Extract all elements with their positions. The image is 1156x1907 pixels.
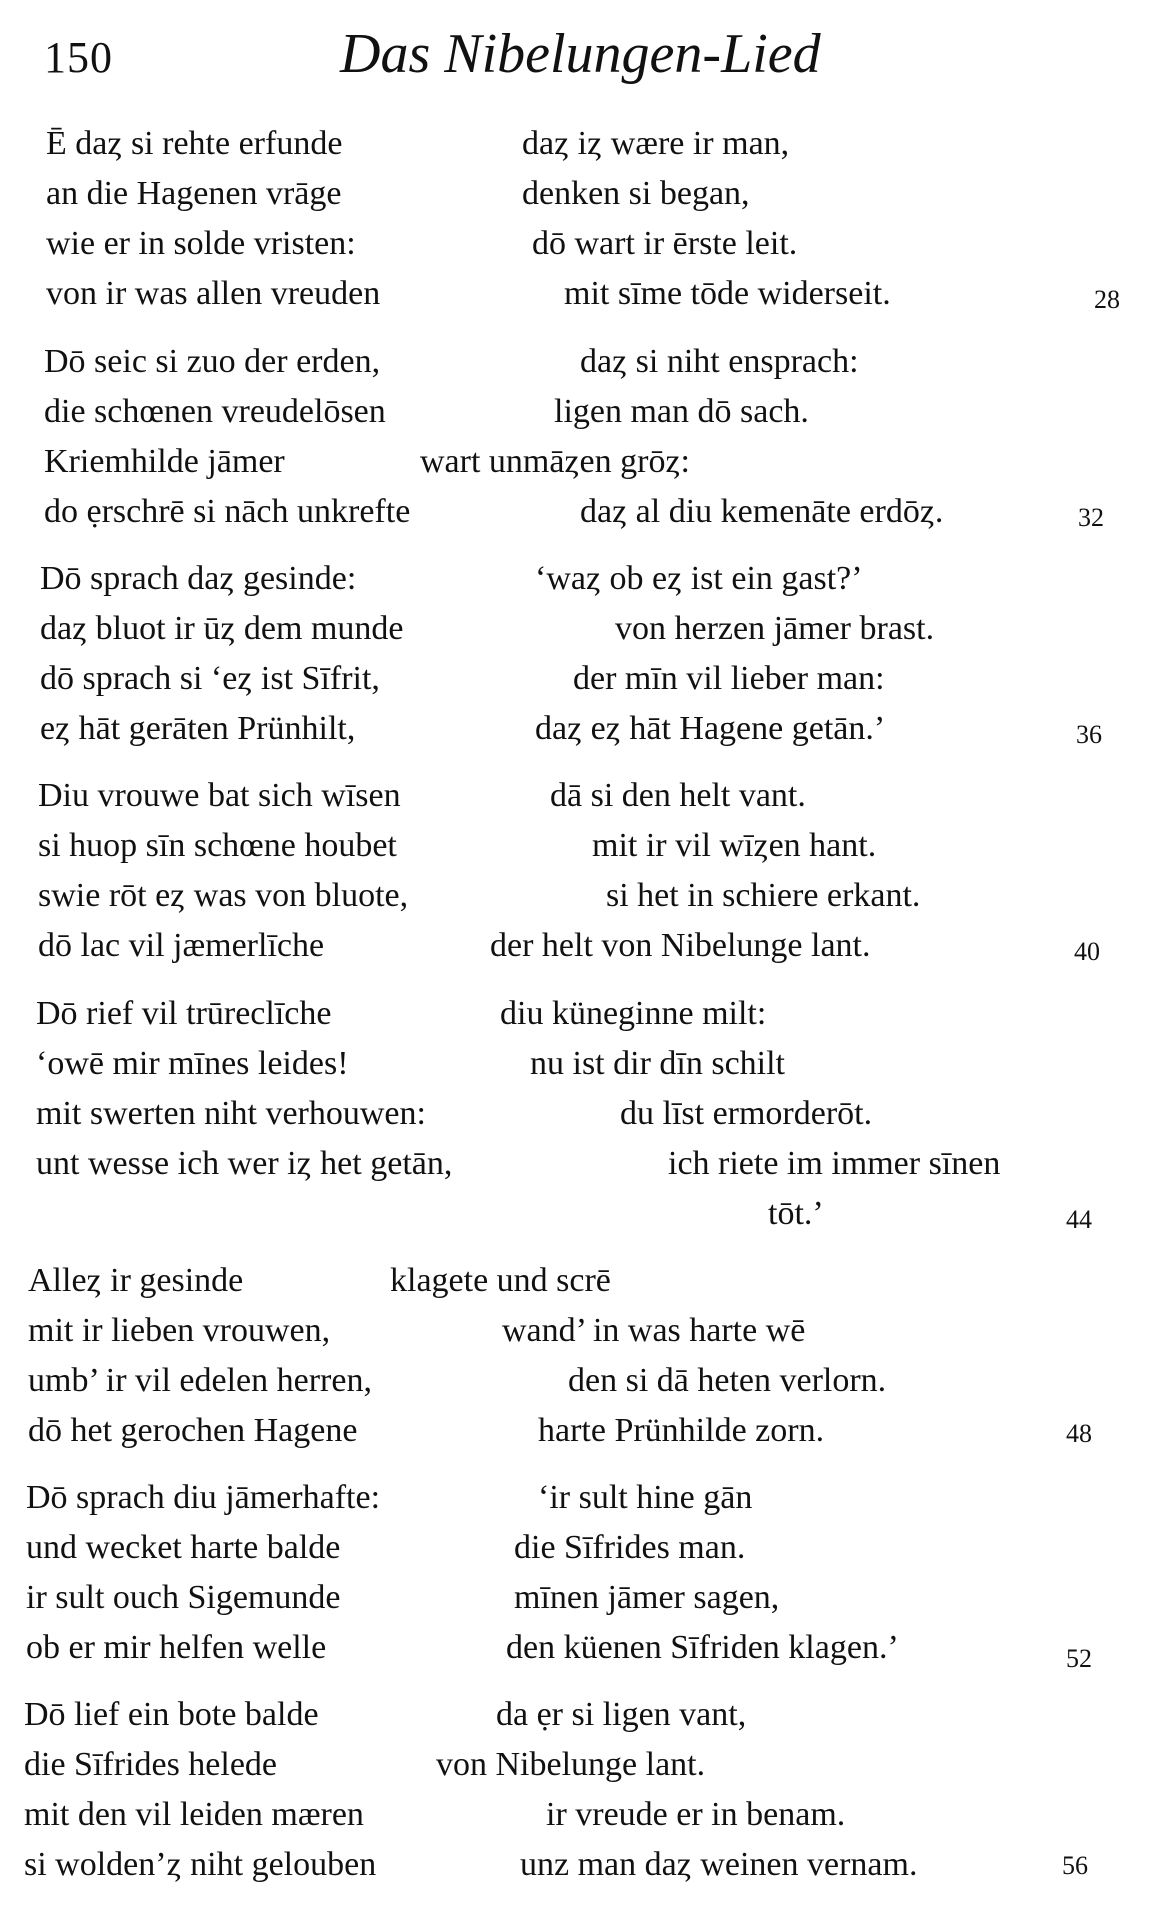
first-half-line: si wolden’ȥ niht gelouben	[24, 1846, 377, 1883]
verse-line	[0, 170, 1156, 218]
first-half-line: Diu vrouwe bat sich wīsen	[38, 777, 401, 814]
verse-line	[0, 1474, 1156, 1522]
first-half-line: Dō sprach daȥ gesinde:	[40, 560, 357, 597]
stanza-line-number: 32	[1078, 503, 1104, 532]
stanza-line-number: 44	[1066, 1205, 1092, 1234]
first-half-line: ob er mir helfen welle	[26, 1629, 327, 1666]
stanza-line-number: 56	[1062, 1851, 1088, 1880]
verse-line	[0, 1791, 1156, 1839]
first-half-line: mit swerten niht verhouwen:	[36, 1095, 426, 1132]
second-half-line: unz man daȥ weinen vernam.	[520, 1846, 918, 1883]
first-half-line: und wecket harte balde	[26, 1529, 341, 1566]
verse-line	[0, 655, 1156, 703]
second-half-line: mit sīme tōde widerseit.	[564, 275, 891, 312]
first-half-line: von ir was allen vreuden	[46, 275, 381, 312]
first-half-line: unt wesse ich wer iȥ het getān,	[36, 1145, 453, 1182]
verse-line	[0, 1190, 1156, 1238]
verse-line	[0, 1357, 1156, 1405]
first-half-line: Ē daȥ si rehte erfunde	[46, 125, 343, 162]
first-half-line: Dō seic si zuo der erden,	[44, 343, 381, 380]
second-half-line: tōt.’	[768, 1195, 824, 1232]
verse-line	[0, 338, 1156, 386]
stanza-line-number: 52	[1066, 1644, 1092, 1673]
stanza-line-number: 28	[1094, 285, 1120, 314]
second-half-line: daȥ si niht ensprach:	[580, 343, 859, 380]
first-half-line: Kriemhilde jāmer	[44, 443, 285, 480]
second-half-line: dō wart ir ērste leit.	[532, 225, 798, 262]
verse-line	[0, 822, 1156, 870]
verse-line	[0, 872, 1156, 920]
second-half-line: ‘waȥ ob eȥ ist ein gast?’	[535, 560, 863, 597]
first-half-line: die schœnen vreudelōsen	[44, 393, 386, 430]
verse-line	[0, 120, 1156, 168]
stanza-line-number: 40	[1074, 937, 1100, 966]
first-half-line: wie er in solde vristen:	[46, 225, 356, 262]
second-half-line: der mīn vil lieber man:	[573, 660, 885, 697]
verse-line	[0, 555, 1156, 603]
first-half-line: Dō lief ein bote balde	[24, 1696, 319, 1733]
second-half-line: nu ist dir dīn schilt	[530, 1045, 785, 1082]
first-half-line: mit ir lieben vrouwen,	[28, 1312, 331, 1349]
second-half-line: von herzen jāmer brast.	[615, 610, 935, 647]
second-half-line: mīnen jāmer sagen,	[514, 1579, 780, 1616]
verse-line	[0, 1407, 1156, 1455]
verse-line	[0, 1307, 1156, 1355]
verse-line	[0, 705, 1156, 753]
first-half-line: Dō rief vil trūreclīche	[36, 995, 332, 1032]
first-half-line: Alleȥ ir gesinde	[28, 1262, 244, 1299]
first-half-line: daȥ bluot ir ūȥ dem munde	[40, 610, 404, 647]
verse-line	[0, 922, 1156, 970]
second-half-line: harte Prünhilde zorn.	[538, 1412, 825, 1449]
first-half-line: swie rōt eȥ was von bluote,	[38, 877, 409, 914]
verse-line	[0, 1040, 1156, 1088]
second-half-line: daȥ eȥ hāt Hagene getān.’	[535, 710, 886, 747]
verse-line	[0, 772, 1156, 820]
second-half-line: wand’ in was harte wē	[502, 1312, 806, 1349]
verse-line	[0, 220, 1156, 268]
verse-line	[0, 1090, 1156, 1138]
first-half-line: an die Hagenen vrāge	[46, 175, 342, 212]
first-half-line: dō lac vil jæmerlīche	[38, 927, 325, 964]
verse-line	[0, 438, 1156, 486]
second-half-line: du līst ermorderōt.	[620, 1095, 873, 1132]
verse-line	[0, 1691, 1156, 1739]
verse-line	[0, 1624, 1156, 1672]
second-half-line: den küenen Sīfriden klagen.’	[506, 1629, 899, 1666]
second-half-line: daȥ al diu kemenāte erdōȥ.	[580, 493, 944, 530]
verse-line	[0, 1524, 1156, 1572]
first-half-line: ir sult ouch Sigemunde	[26, 1579, 341, 1616]
verse-line	[0, 488, 1156, 536]
verse-line	[0, 1841, 1156, 1889]
first-half-line: umb’ ir vil edelen herren,	[28, 1362, 372, 1399]
verse-line	[0, 1741, 1156, 1789]
first-half-line: Dō sprach diu jāmerhafte:	[26, 1479, 381, 1516]
second-half-line: klagete und scrē	[390, 1262, 611, 1299]
verse-line	[0, 990, 1156, 1038]
verse-line	[0, 605, 1156, 653]
first-half-line: eȥ hāt gerāten Prünhilt,	[40, 710, 356, 747]
second-half-line: den si dā heten verlorn.	[568, 1362, 887, 1399]
second-half-line: mit ir vil wīȥen hant.	[592, 827, 877, 864]
second-half-line: da ẹr si ligen vant,	[496, 1696, 747, 1733]
second-half-line: von Nibelunge lant.	[436, 1746, 706, 1783]
first-half-line: mit den vil leiden mæren	[24, 1796, 364, 1833]
verse-line	[0, 388, 1156, 436]
second-half-line: der helt von Nibelunge lant.	[490, 927, 871, 964]
running-title: Das Nibelungen-Lied	[340, 23, 821, 85]
second-half-line: daȥ iȥ wære ir man,	[522, 125, 790, 162]
second-half-line: wart unmāȥen grōȥ:	[420, 443, 690, 480]
second-half-line: die Sīfrides man.	[514, 1529, 746, 1566]
first-half-line: ‘owē mir mīnes leides!	[36, 1045, 349, 1082]
first-half-line: die Sīfrides helede	[24, 1746, 278, 1783]
first-half-line: dō sprach si ‘eȥ ist Sīfrit,	[40, 660, 380, 697]
stanza-line-number: 36	[1076, 720, 1102, 749]
second-half-line: ir vreude er in benam.	[546, 1796, 846, 1833]
verse-line	[0, 1257, 1156, 1305]
stanza-line-number: 48	[1066, 1419, 1092, 1448]
verse-line	[0, 270, 1156, 318]
second-half-line: si het in schiere erkant.	[606, 877, 921, 914]
page-number: 150	[44, 33, 113, 82]
second-half-line: ligen man dō sach.	[554, 393, 809, 430]
second-half-line: ‘ir sult hine gān	[538, 1479, 753, 1516]
second-half-line: denken si began,	[522, 175, 750, 212]
first-half-line: dō het gerochen Hagene	[28, 1412, 358, 1449]
second-half-line: dā si den helt vant.	[550, 777, 806, 814]
first-half-line: do ẹrschrē si nāch unkrefte	[44, 493, 411, 530]
verse-line	[0, 1574, 1156, 1622]
first-half-line: si huop sīn schœne houbet	[38, 827, 397, 864]
second-half-line: diu küneginne milt:	[500, 995, 767, 1032]
second-half-line: ich riete im immer sīnen	[668, 1145, 1001, 1182]
verse-line	[0, 1140, 1156, 1188]
